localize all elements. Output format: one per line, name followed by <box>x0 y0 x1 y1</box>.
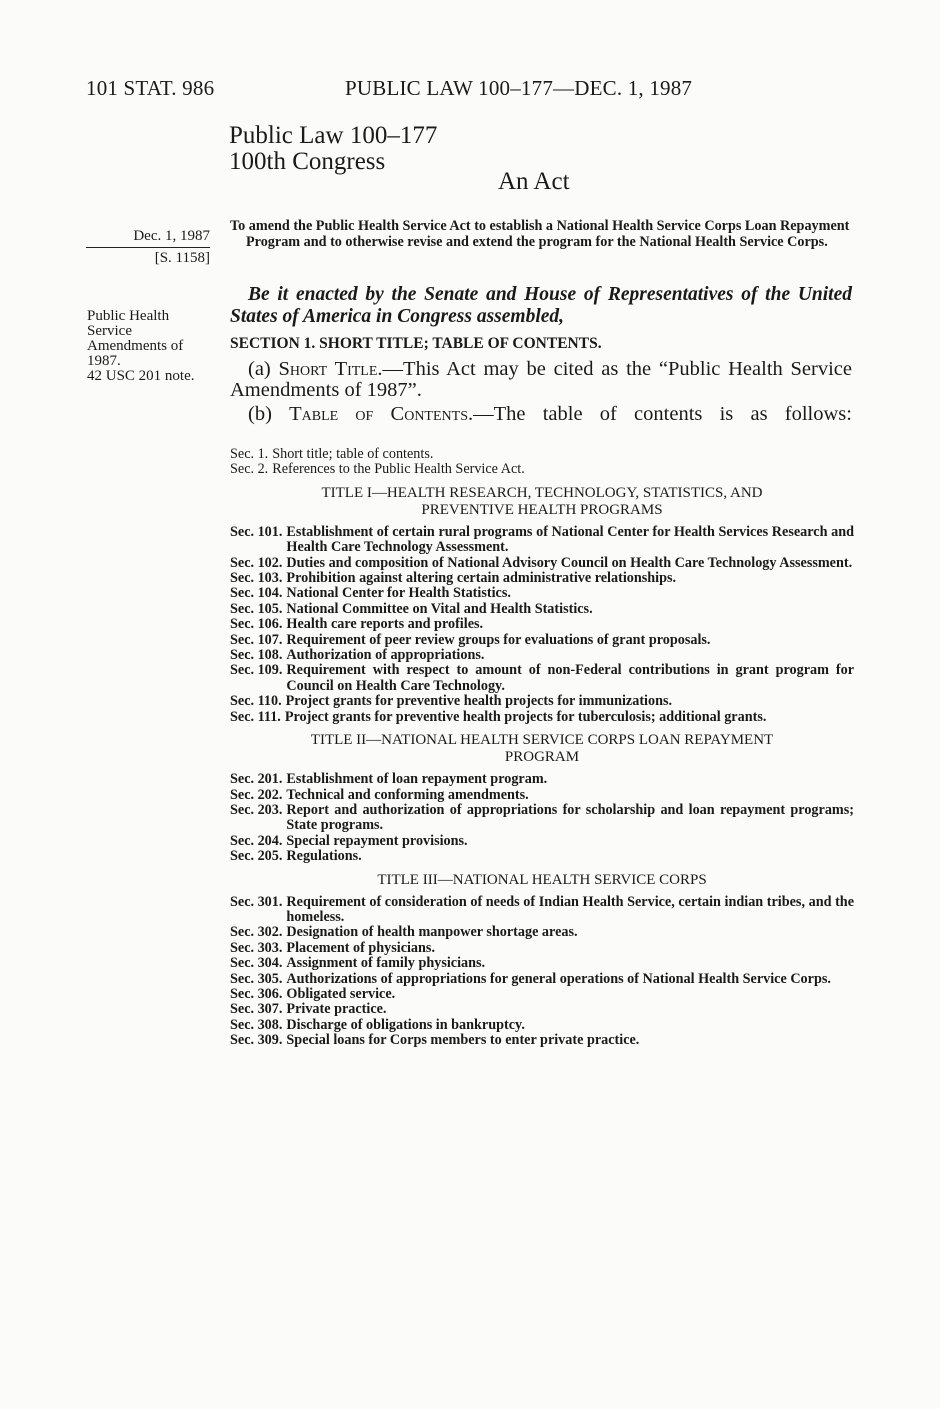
toc-number: Sec. 104. <box>230 585 283 602</box>
toc-number: Sec. 105. <box>230 600 283 617</box>
act-label: An Act <box>498 168 570 195</box>
toc-item <box>230 648 854 663</box>
toc-number: Sec. 202. <box>230 786 283 803</box>
toc-item <box>230 849 854 864</box>
toc-text: Health care reports and profiles. <box>286 616 484 633</box>
toc-text: Technical and conforming amendments. <box>286 786 529 803</box>
toc-item <box>230 956 854 971</box>
toc-title1-group <box>230 525 854 725</box>
toc-number: Sec. 308. <box>230 1016 283 1033</box>
toc-item <box>230 941 854 956</box>
toc-item <box>230 895 854 926</box>
toc-text: Report and authorization of appropriations for scholarship and loan repayment programs; State programs. <box>286 801 854 834</box>
margin-note-line: Amendments of <box>87 338 184 354</box>
margin-note-line: 1987. <box>87 353 121 369</box>
paragraph-short-title <box>230 359 852 401</box>
toc-number: Sec. 306. <box>230 985 283 1002</box>
toc-item <box>230 987 854 1002</box>
toc-text: National Committee on Vital and Health Statistics. <box>286 600 593 617</box>
toc-item <box>230 788 854 803</box>
toc-text: Authorizations of appropriations for general operations of National Health Service Corps. <box>286 970 831 987</box>
toc-text: Requirement with respect to amount of non-Federal contributions in grant program for Council on Health Care Technology. <box>286 662 854 694</box>
toc-number: Sec. 110. <box>230 693 282 710</box>
toc-text: Regulations. <box>286 848 362 865</box>
margin-divider <box>86 247 210 248</box>
toc-text: Special loans for Corps members to enter private practice. <box>286 1032 640 1049</box>
toc-title-heading: TITLE I—HEALTH RESEARCH, TECHNOLOGY, STATISTICS, AND PREVENTIVE HEALTH PROGRAMS <box>321 484 763 518</box>
bill-number: [S. 1158] <box>154 250 210 266</box>
toc-text: Designation of health manpower shortage areas. <box>286 924 578 941</box>
stat-page-reference: 101 STAT. 986 <box>86 76 215 100</box>
toc-number: Sec. 103. <box>230 570 283 587</box>
toc-title2-group <box>230 772 854 864</box>
toc-title-heading: TITLE II—NATIONAL HEALTH SERVICE CORPS LOAN REPAYMENT PROGRAM <box>310 732 774 766</box>
toc-text: National Center for Health Statistics. <box>286 585 511 602</box>
margin-note-line: 42 USC 201 note. <box>87 368 195 384</box>
enacting-clause: Be it enacted by the Senate and House of Representatives of the United States of America in Congress assembled, <box>230 284 852 327</box>
toc-item <box>230 617 854 632</box>
toc-item <box>230 1033 854 1048</box>
toc-text: Private practice. <box>286 1001 387 1018</box>
toc-text: Project grants for preventive health projects for tuberculosis; additional grants. <box>284 708 767 725</box>
toc-text: Requirement of consideration of needs of Indian Health Service, certain indian tribes, and the homeless. <box>286 893 854 925</box>
toc-item <box>230 633 854 648</box>
toc-number: Sec. 303. <box>230 939 283 956</box>
toc-number: Sec. 108. <box>230 647 283 664</box>
toc-text: Prohibition against altering certain administrative relationships. <box>286 570 677 587</box>
toc-item <box>230 972 854 987</box>
toc-item <box>230 602 854 617</box>
toc-item <box>230 462 854 477</box>
toc-number: Sec. 101. <box>230 523 283 540</box>
toc-item <box>230 663 854 694</box>
toc-number: Sec. 102. <box>230 554 283 571</box>
purpose-statement: To amend the Public Health Service Act to establish a National Health Service Corps Loan Repayment Program and to otherwise revise and extend the program for the National Health Service Corps. <box>230 218 850 250</box>
toc-text: Obligated service. <box>286 985 396 1002</box>
toc-number: Sec. 203. <box>230 801 283 818</box>
toc-text: Project grants for preventive health projects for immunizations. <box>285 693 673 710</box>
toc-number: Sec. 309. <box>230 1032 283 1049</box>
toc-item <box>230 710 854 725</box>
toc-item <box>230 925 854 940</box>
toc-title-heading: TITLE III—NATIONAL HEALTH SERVICE CORPS <box>377 871 707 888</box>
toc-text: Discharge of obligations in bankruptcy. <box>286 1016 525 1033</box>
margin-note-line: Public Health <box>87 308 170 324</box>
toc-number: Sec. 305. <box>230 970 283 987</box>
toc-text: Duties and composition of National Advisory Council on Health Care Technology Assessment. <box>286 554 853 571</box>
toc-item <box>230 525 854 556</box>
congress-label: 100th Congress <box>229 148 386 175</box>
section-heading: SECTION 1. SHORT TITLE; TABLE OF CONTENTS. <box>230 335 602 352</box>
toc-item <box>230 694 854 709</box>
toc-text: Authorization of appropriations. <box>286 647 485 664</box>
toc-title3-group <box>230 895 854 1049</box>
toc-item <box>230 834 854 849</box>
toc-number: Sec. 304. <box>230 955 283 972</box>
toc-item <box>230 556 854 571</box>
toc-number: Sec. 201. <box>230 771 283 788</box>
enactment-date: Dec. 1, 1987 <box>133 228 210 244</box>
toc-text: Establishment of certain rural programs of National Center for Health Services Research and Health Care Technology Assessment. <box>286 523 854 556</box>
law-name: Public Law 100–177 <box>229 122 438 149</box>
toc-number: Sec. 301. <box>230 893 283 910</box>
margin-note-line: Service <box>87 323 132 339</box>
toc-item <box>230 803 854 834</box>
table-of-contents <box>230 447 854 1049</box>
toc-item <box>230 447 854 462</box>
toc-number: Sec. 109. <box>230 662 283 679</box>
margin-date-block <box>86 228 210 266</box>
toc-number: Sec. 111. <box>230 708 281 725</box>
para-text: .—This Act may be cited as the “Public Health Service Amendments of 1987”. <box>230 358 852 401</box>
toc-number: Sec. 1. <box>230 446 269 462</box>
toc-number: Sec. 205. <box>230 848 283 865</box>
running-title: PUBLIC LAW 100–177—DEC. 1, 1987 <box>345 76 693 100</box>
para-label: (b) <box>248 403 290 425</box>
toc-number: Sec. 107. <box>230 631 283 648</box>
toc-number: Sec. 204. <box>230 832 283 849</box>
margin-note <box>87 309 212 384</box>
toc-number: Sec. 302. <box>230 924 283 941</box>
toc-text: Placement of physicians. <box>286 939 435 956</box>
toc-number: Sec. 307. <box>230 1001 283 1018</box>
toc-text: Requirement of peer review groups for evaluations of grant proposals. <box>286 631 711 648</box>
toc-text: Establishment of loan repayment program. <box>286 771 548 788</box>
toc-item <box>230 586 854 601</box>
toc-number: Sec. 106. <box>230 616 283 633</box>
toc-item <box>230 571 854 586</box>
toc-number: Sec. 2. <box>230 461 269 478</box>
toc-item <box>230 772 854 787</box>
para-label: (a) <box>248 358 279 380</box>
toc-text: Assignment of family physicians. <box>286 955 486 972</box>
para-caption: Table of Contents <box>289 403 468 425</box>
toc-item <box>230 1018 854 1033</box>
toc-item <box>230 1002 854 1017</box>
toc-text: Short title; table of contents. <box>272 446 434 462</box>
toc-text: Special repayment provisions. <box>286 832 468 849</box>
toc-intro-group <box>230 447 854 478</box>
toc-text: References to the Public Health Service Act. <box>272 461 525 478</box>
para-caption: Short Title <box>278 358 378 380</box>
para-text: .—The table of contents is as follows: <box>467 403 852 425</box>
paragraph-table-of-contents <box>230 404 852 425</box>
